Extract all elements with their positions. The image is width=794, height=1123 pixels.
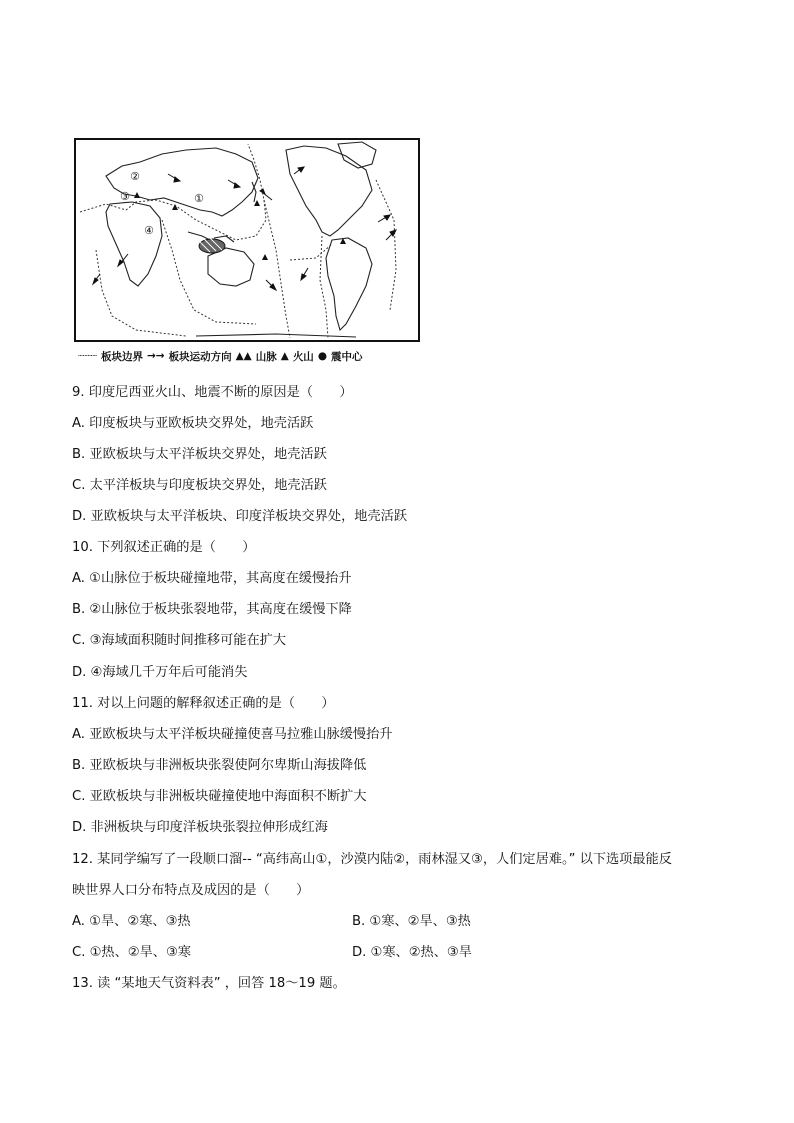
volcano-marks bbox=[134, 192, 346, 260]
world-plate-map bbox=[74, 138, 420, 342]
arrow-legend-icon: →→ bbox=[146, 350, 165, 362]
boundary-legend-icon: ┈┈┈ bbox=[78, 350, 97, 362]
map-drawing bbox=[76, 140, 418, 340]
q12-stem-line2: 映世界人口分布特点及成因的是（ ） bbox=[72, 883, 310, 898]
plate-boundaries bbox=[80, 144, 396, 338]
q12-option-c: C. ①热、②旱、③寒 bbox=[72, 945, 191, 960]
indonesia-hatched-region bbox=[199, 238, 225, 253]
south-america-outline bbox=[326, 238, 372, 330]
map-label-4: ④ bbox=[144, 224, 154, 237]
plate-motion-arrows bbox=[93, 167, 396, 290]
epicenter-legend-icon: ● bbox=[317, 350, 327, 362]
q9-option-b: B. 亚欧板块与太平洋板块交界处，地壳活跃 bbox=[72, 447, 327, 462]
q12-option-a: A. ①旱、②寒、③热 bbox=[72, 914, 191, 929]
map-label-2: ② bbox=[130, 170, 140, 183]
indonesia-arc bbox=[188, 232, 210, 240]
eurasia-outline bbox=[106, 148, 258, 216]
volcano-legend-icon: ▲ bbox=[280, 350, 289, 362]
q10-stem: 10. 下列叙述正确的是（ ） bbox=[72, 540, 256, 555]
q10-option-a: A. ①山脉位于板块碰撞地带，其高度在缓慢抬升 bbox=[72, 571, 352, 586]
mountain-legend-icon: ▲▲ bbox=[235, 350, 252, 362]
q13-stem: 13. 读 “某地天气资料表” ，回答 18～19 题。 bbox=[72, 976, 346, 991]
q12-option-b: B. ①寒、②旱、③热 bbox=[352, 914, 471, 929]
legend-epicenter: 震中心 bbox=[330, 350, 363, 363]
map-legend bbox=[78, 348, 422, 364]
africa-outline bbox=[106, 202, 162, 286]
legend-mountain: 山脉 bbox=[255, 350, 277, 363]
q11-option-c: C. 亚欧板块与非洲板块碰撞使地中海面积不断扩大 bbox=[72, 789, 367, 804]
q11-stem: 11. 对以上问题的解释叙述正确的是（ ） bbox=[72, 696, 335, 711]
q11-option-a: A. 亚欧板块与太平洋板块碰撞使喜马拉雅山脉缓慢抬升 bbox=[72, 727, 393, 742]
australia-outline bbox=[208, 248, 254, 286]
q10-option-b: B. ②山脉位于板块张裂地带，其高度在缓慢下降 bbox=[72, 602, 352, 617]
legend-boundary: 板块边界 bbox=[100, 350, 143, 363]
north-america-outline bbox=[286, 146, 372, 236]
plate-map-figure bbox=[74, 138, 422, 368]
q11-option-b: B. 亚欧板块与非洲板块张裂使阿尔卑斯山海拔降低 bbox=[72, 758, 367, 773]
q9-option-c: C. 太平洋板块与印度板块交界处，地壳活跃 bbox=[72, 478, 327, 493]
q9-stem: 9. 印度尼西亚火山、地震不断的原因是（ ） bbox=[72, 385, 353, 400]
map-label-3: ③ bbox=[120, 190, 130, 203]
legend-volcano: 火山 bbox=[292, 350, 314, 363]
q11-option-d: D. 非洲板块与印度洋板块张裂拉伸形成红海 bbox=[72, 820, 328, 835]
q12-stem-line1: 12. 某同学编写了一段顺口溜-- “高纬高山①，沙漠内陆②，雨林湿又③，人们定居难。” 以下选项最能反 bbox=[72, 852, 672, 867]
q9-option-a: A. 印度板块与亚欧板块交界处，地壳活跃 bbox=[72, 416, 314, 431]
map-label-1: ① bbox=[194, 192, 204, 205]
q12-option-d: D. ①寒、②热、③旱 bbox=[352, 945, 472, 960]
q10-option-d: D. ④海域几千万年后可能消失 bbox=[72, 665, 248, 680]
q10-option-c: C. ③海域面积随时间推移可能在扩大 bbox=[72, 633, 287, 648]
legend-motion: 板块运动方向 bbox=[168, 350, 232, 363]
q9-option-d: D. 亚欧板块与太平洋板块、印度洋板块交界处，地壳活跃 bbox=[72, 509, 408, 524]
